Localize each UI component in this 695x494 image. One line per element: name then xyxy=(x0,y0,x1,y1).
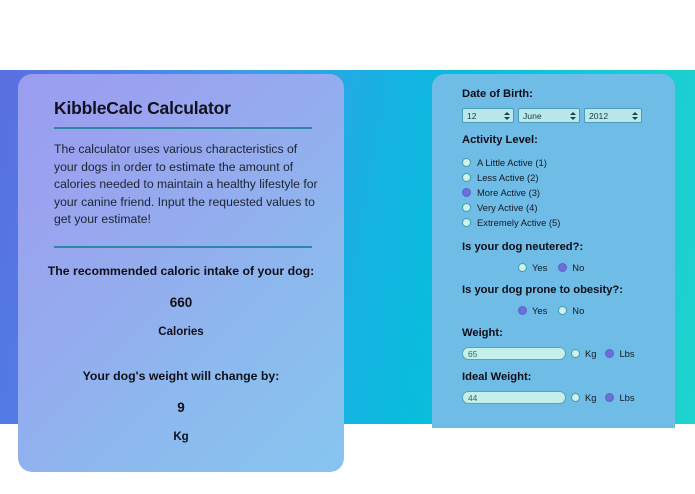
activity-option-2-label: Less Active (2) xyxy=(477,172,539,183)
results-divider xyxy=(54,246,312,248)
activity-option-4[interactable] xyxy=(462,200,675,215)
ideal-weight-input-row xyxy=(462,391,675,404)
title-divider xyxy=(54,127,312,129)
activity-option-4-label: Very Active (4) xyxy=(477,202,538,213)
radio-icon-selected[interactable] xyxy=(605,393,614,402)
date-of-birth-label: Date of Birth: xyxy=(462,88,533,100)
ideal-weight-input-value: 44 xyxy=(468,392,478,403)
radio-icon[interactable] xyxy=(571,349,580,358)
weight-label: Weight: xyxy=(462,327,503,339)
caloric-intake-value: 660 xyxy=(169,294,193,310)
activity-option-1[interactable] xyxy=(462,155,675,170)
app-page xyxy=(0,70,695,443)
radio-icon-selected[interactable] xyxy=(518,306,527,315)
obesity-section xyxy=(462,284,675,316)
chevron-updown-icon[interactable] xyxy=(503,110,510,122)
page-title: KibbleCalc Calculator xyxy=(54,98,231,118)
activity-level-section xyxy=(462,134,675,230)
obesity-radio-group xyxy=(462,305,675,316)
obesity-no-label: No xyxy=(572,305,585,316)
dob-day-value: 12 xyxy=(467,110,477,121)
weight-change-value: 9 xyxy=(177,399,185,415)
activity-option-2[interactable] xyxy=(462,170,675,185)
weight-change-unit: Kg xyxy=(173,430,189,443)
weight-change-result xyxy=(40,369,322,443)
caloric-intake-label: The recommended caloric intake of your dog: xyxy=(47,263,315,278)
weight-input-value: 65 xyxy=(468,348,478,359)
caloric-intake-result xyxy=(40,264,322,338)
neutered-no-label: No xyxy=(572,262,585,273)
dob-year-value: 2012 xyxy=(589,110,609,121)
dob-month-select[interactable] xyxy=(518,108,580,123)
calculator-description: The calculator uses various characteristics of your dogs in order to estimate the amount of calories needed to maintain a healthy lifestyle for your canine friend. Input the requested values to get your estimate! xyxy=(54,142,318,227)
weight-input-row xyxy=(462,347,675,360)
dob-day-select[interactable] xyxy=(462,108,514,123)
chevron-updown-icon[interactable] xyxy=(631,110,638,122)
neutered-yes-label: Yes xyxy=(532,262,548,273)
radio-icon-selected[interactable] xyxy=(605,349,614,358)
radio-icon[interactable] xyxy=(462,158,471,167)
caloric-intake-unit: Calories xyxy=(158,325,204,338)
dob-year-select[interactable] xyxy=(584,108,642,123)
activity-option-3[interactable] xyxy=(462,185,675,200)
weight-section xyxy=(462,327,675,360)
activity-option-1-label: A Little Active (1) xyxy=(477,157,547,168)
ideal-weight-lbs-label: Lbs xyxy=(619,392,635,403)
chevron-updown-icon[interactable] xyxy=(569,110,576,122)
calculator-info-card xyxy=(18,74,344,472)
activity-option-3-label: More Active (3) xyxy=(477,187,541,198)
neutered-section xyxy=(462,241,675,273)
activity-level-radio-group xyxy=(462,155,675,230)
ideal-weight-section xyxy=(462,371,675,404)
obesity-yes-label: Yes xyxy=(532,305,548,316)
radio-icon[interactable] xyxy=(462,218,471,227)
radio-icon[interactable] xyxy=(462,203,471,212)
weight-lbs-label: Lbs xyxy=(619,348,635,359)
activity-option-5[interactable] xyxy=(462,215,675,230)
radio-icon[interactable] xyxy=(518,263,527,272)
ideal-weight-input[interactable] xyxy=(462,391,566,404)
radio-icon[interactable] xyxy=(558,306,567,315)
weight-change-label: Your dog's weight will change by: xyxy=(82,368,280,383)
ideal-weight-kg-label: Kg xyxy=(585,392,597,403)
activity-option-5-label: Extremely Active (5) xyxy=(477,217,561,228)
dob-month-value: June xyxy=(523,110,542,121)
obesity-label: Is your dog prone to obesity?: xyxy=(462,284,623,296)
activity-level-label: Activity Level: xyxy=(462,134,538,146)
date-of-birth-group xyxy=(462,108,675,123)
neutered-radio-group xyxy=(462,262,675,273)
radio-icon-selected[interactable] xyxy=(462,188,471,197)
radio-icon[interactable] xyxy=(462,173,471,182)
weight-input[interactable] xyxy=(462,347,566,360)
radio-icon[interactable] xyxy=(571,393,580,402)
neutered-label: Is your dog neutered?: xyxy=(462,241,584,253)
weight-kg-label: Kg xyxy=(585,348,597,359)
input-form-panel xyxy=(432,74,675,428)
ideal-weight-label: Ideal Weight: xyxy=(462,371,532,383)
radio-icon-selected[interactable] xyxy=(558,263,567,272)
